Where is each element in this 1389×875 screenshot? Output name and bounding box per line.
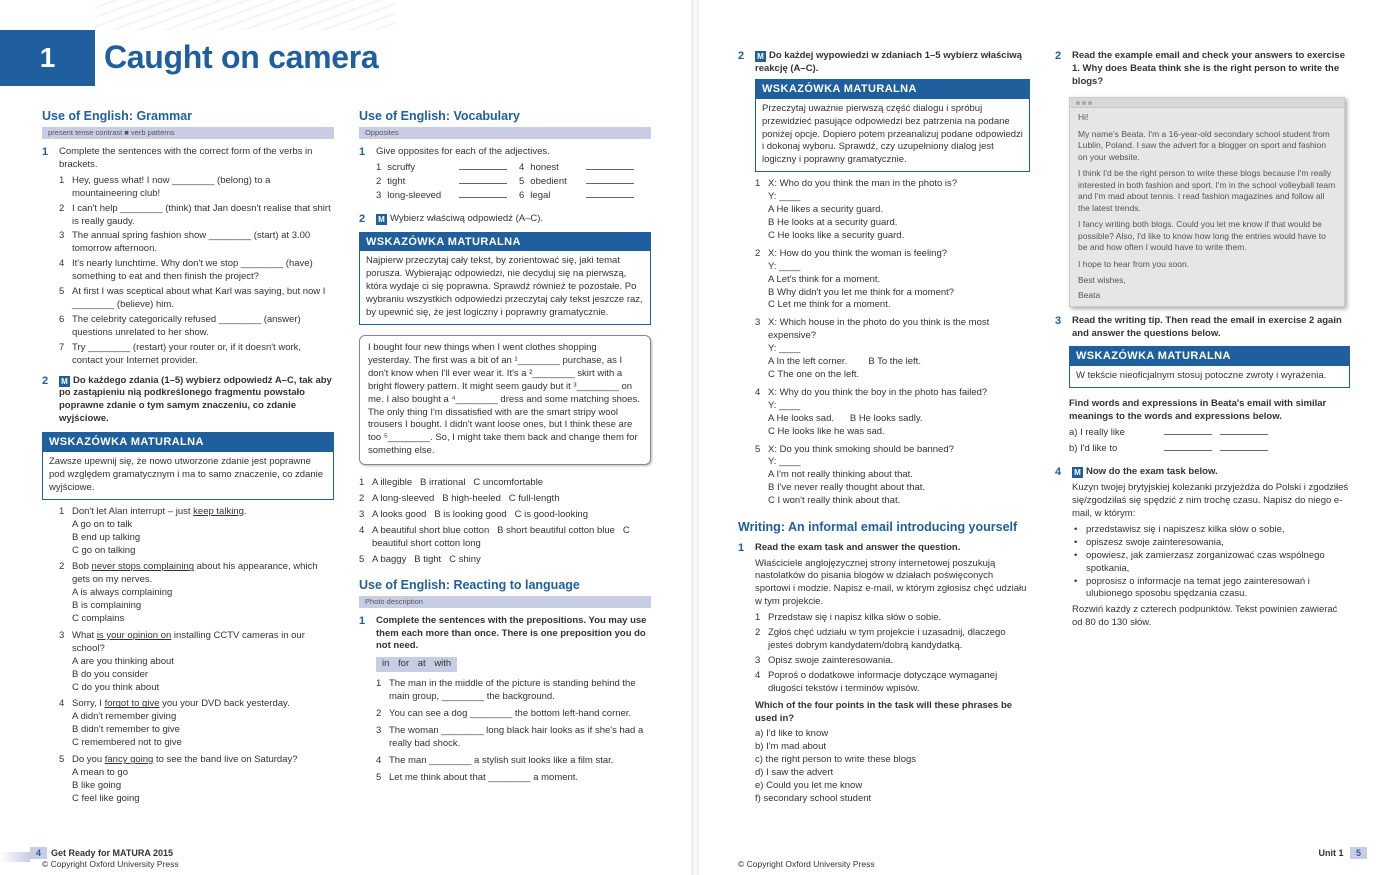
answer-option: A I'm not really thinking about that. [768,469,913,481]
list-item [755,627,1030,653]
vocab-tip-box [359,232,651,325]
item-text: The man in the middle of the picture is standing behind the main group, ________ the background. [389,678,636,703]
answer-option: C The one on the left. [768,368,860,380]
item-number: 5 [376,771,382,783]
item-text: Poproś o dodatkowe informacje dotyczące wymaganej długości tekstów i terminów wpisów. [768,669,998,694]
adjective: honest [530,161,559,173]
tip-heading: WSKAZÓWKA MATURALNA [43,433,333,452]
task-bullet: • opiszesz swoje zainteresowania, [1072,537,1350,550]
adjective-row [376,190,651,203]
email-paragraph: I hope to hear from you soon. [1078,259,1190,270]
question-item [59,561,334,626]
answer-row [359,554,651,567]
email-column [1055,50,1350,89]
find-phrase: a) I really like [1069,427,1125,439]
task-bullet: • poprosisz o informacje na temat jego zainteresowań i ulubionego sposobu spędzania czasu. [1072,576,1350,602]
email-titlebar [1070,98,1344,108]
item-text: Try ________ (restart) your router or, if it doesn't work, contact your Internet provider. [72,341,302,366]
answer-option: C I won't really think about that. [768,495,901,507]
dialog-items [738,178,1030,508]
dialog-reply-blank: Y: ____ [768,191,801,203]
writing-exercise-1 [738,542,1030,806]
exercise-instruction: Do każdej wypowiedzi w zdaniach 1–5 wybierz właściwą reakcję (A–C). [755,50,1022,74]
item-number: 3 [376,189,382,201]
answer-option: A In the left corner. B To the left. [768,356,921,368]
tip-body: W tekście nieoficjalnym stosuj potoczne zwroty i wyrażenia. [1076,369,1327,381]
dialog-item [755,317,1030,382]
item-number: 4 [755,386,761,398]
task-bullet: • przedstawisz się i napiszesz kilka słów o sobie, [1072,524,1350,537]
exercise-number: 3 [1055,315,1062,327]
grammar-questions [42,506,334,806]
question-item [59,754,334,806]
reacting-subbar: Photo description [359,596,651,608]
item-number: 4 [59,698,65,710]
answer-row [359,509,651,522]
phrase: a) I'd like to know [755,728,829,740]
list-item [59,314,334,340]
question-sentence [72,561,334,587]
matura-badge: M [1072,467,1083,478]
vocabulary-subbar: Opposites [359,127,651,139]
underlined-phrase: never stops complaining [91,561,194,573]
email-body [1070,108,1344,310]
answer-option: C He looks like he was sad. [768,425,885,437]
item-number: 2 [59,202,65,214]
item-number: 3 [59,629,65,641]
page-arrow-decoration [0,852,30,862]
item-number: 7 [59,341,65,353]
answer-option: B do you consider [72,668,149,680]
find-items [1055,427,1350,456]
phrase: b) I'm mad about [755,741,826,753]
answer-row [359,493,651,506]
item-number: 2 [755,627,761,639]
sentence-end: to see the band live on Saturday? [153,754,298,766]
question-sentence [72,698,334,711]
example-email-window [1069,97,1345,307]
sentence-start: What [72,629,97,641]
email-paragraph: Best wishes, [1078,274,1126,285]
item-text: Przedstaw się i napisz kilka słów o sobie. [768,612,942,624]
find-row [1069,427,1350,440]
phrase: c) the right person to write these blogs [755,754,917,766]
grammar-column [42,108,334,806]
exercise-number: 1 [738,541,745,554]
question-sentence [72,754,334,767]
adjective: obedient [530,175,567,187]
item-number: 1 [359,477,365,489]
item-text: Zgłoś chęć udziału w tym projekcie i uzasadnij, dlaczego jesteś dobrym kandydatem/dobrą kandydatką. [768,627,1006,652]
item-number: 2 [59,561,65,573]
answer-option: C He looks like a security guard. [768,229,905,241]
list-item [376,725,651,751]
answer-blank [1164,427,1212,435]
dialog-reply-blank: Y: ____ [768,399,801,411]
adjective-cell [376,162,519,175]
exercise-instruction: Wybierz właściwą odpowiedź (A–C). [390,212,544,224]
sentence-end: installing CCTV cameras in our school? [72,629,305,654]
left-footer [30,847,173,859]
find-phrase: b) I'd like to [1069,443,1118,455]
unit-label: Unit 1 [1318,847,1344,858]
underlined-phrase: keep talking [193,505,244,517]
grammar-ex1-items [59,175,334,368]
exam-task-text: Właściciele anglojęzycznej strony internetowej poszukują nastolatków do pisania blogów w działach poświęconych sportowi i modzie. Napisz e-mail, w którym zgłosisz chęć udziału w tym projekcie. [755,557,1027,608]
question-sentence [72,506,334,519]
answer-options: A long-sleeved B high-heeled C full-length [372,493,560,505]
exercise-number: 1 [359,614,366,627]
exam-task-text: Kuzyn twojej brytyjskiej koleżanki przyjeżdża do Polski i zgodziłeś się/zgodziłaś się spędzić z nim trochę czasu. Napisz do niego e-mail, w którym: [1072,482,1349,520]
writing-heading: Writing: An informal email introducing yourself [738,520,1018,535]
dialog-question: X: Do you think smoking should be banned? [768,443,954,455]
exercise-instruction: Read the example email and check your answers to exercise 1. Why does Beata think she is the right person to write the blogs? [1072,50,1345,87]
question-item [59,506,334,558]
matura-badge: M [755,51,766,62]
exercise-number: 1 [359,146,366,158]
email-column-lower [1055,315,1350,630]
adjective-cell [519,162,634,175]
item-number: 2 [376,708,382,720]
page-number: 5 [1350,847,1367,859]
tip-body: Najpierw przeczytaj cały tekst, by zorientować się, jaki temat porusza. Wybierając odpowiedzi, nie decyduj się na pierwszą, która wydaje ci się poprawna. Sprawdź również te pozostałe. Po wybraniu wszystkich odpowiedzi przeczytaj cały tekst jeszcze raz, by upewnić się, że jest logiczny i poprawny gramatycznie. [366,255,643,319]
answer-option: B end up talking [72,531,141,543]
item-number: 6 [59,313,65,325]
exercise-instruction: Complete the sentences with the prepositions. You may use them each more than once. There is one preposition you do not need. [376,614,647,652]
dialog-question: X: Why do you think the boy in the photo has failed? [768,386,988,398]
dialog-item [755,444,1030,509]
left-copyright: © Copyright Oxford University Press [42,859,179,870]
grammar-exercise-1 [42,146,334,368]
answer-blank [586,162,634,170]
book-title: Get Ready for MATURA 2015 [51,847,174,858]
dialog-item [755,387,1030,439]
item-text: At first I was sceptical about what Karl was saying, but now I ________ (believe) him. [72,286,326,310]
exercise-instruction: Do każdego zdania (1–5) wybierz odpowiedź A–C, tak aby po zastąpieniu nią podkreślonego fragmentu powstało poprawne zdanie o tym samym znaczeniu, co zdanie wyjściowe. [59,374,332,425]
item-number: 5 [59,754,65,766]
vocab-answer-options [359,477,651,566]
item-number: 3 [59,230,65,242]
item-text: Opisz swoje zainteresowania. [768,654,894,666]
sentence-end: about his appearance, which gets on my nerves. [72,561,318,586]
answer-options: A illegible B irrational C uncomfortable [372,477,544,489]
item-number: 6 [519,189,525,201]
answer-option: A go on to talk [72,518,133,530]
answer-blank [459,162,507,170]
adjective-row [376,162,651,175]
item-number: 1 [755,178,761,190]
dialog-question: X: Who do you think the man in the photo is? [768,178,958,190]
exercise-number: 2 [42,374,49,387]
item-number: 2 [755,247,761,259]
grammar-subbar: present tense contrast ■ verb patterns [42,127,334,139]
exercise-number: 1 [42,146,49,158]
answer-blank [1220,427,1268,435]
dialog-column [738,50,1030,806]
answer-option: A is always complaining [72,587,173,599]
answer-row [359,525,651,551]
writing-tip-box [1069,346,1350,388]
answer-option: C feel like going [72,792,140,804]
email-paragraph: My name's Beata. I'm a 16-year-old secondary school student from Lublin, Poland. I saw the advert for a blogger on sport and fashion on your website. [1078,128,1330,162]
answer-option: A didn't remember giving [72,711,177,723]
dialog-reply-blank: Y: ____ [768,456,801,468]
dialog-tip-box [755,79,1030,172]
grammar-exercise-2 [42,375,334,427]
sentence-end: . [243,505,247,517]
sentence-start: Bob [72,561,92,573]
dialog-item [755,248,1030,313]
reacting-items [359,678,651,784]
answer-options: A looks good B is looking good C is good-looking [372,508,588,520]
dialog-reply-blank: Y: ____ [768,343,801,355]
list-item [755,670,1030,696]
item-text: Hey, guess what! I now ________ (belong) to a mountaineering club! [72,174,271,199]
find-row [1069,443,1350,456]
item-number: 3 [376,724,382,736]
reacting-exercise-1 [359,615,651,654]
dialog-exercise [738,50,1030,76]
answer-option: B Why didn't you let me think for a moment? [768,286,955,298]
answer-options: A baggy B tight C shiny [372,553,481,565]
dialog-question: X: Which house in the photo do you think is the most expensive? [768,317,990,342]
exercise-instruction: Give opposites for each of the adjectives. [376,146,550,157]
adjective: scruffy [387,161,416,173]
left-page [0,0,693,875]
chapter-banner [0,30,388,86]
right-page [697,0,1389,875]
adjective-cell [519,190,634,203]
right-copyright: © Copyright Oxford University Press [738,859,875,870]
item-number: 1 [376,161,382,173]
phrase: f) secondary school student [755,792,872,804]
story-text-box: I bought four new things when I went clothes shopping yesterday. The first was a bit of an ¹________ purchase, as I don't know when I'll ever wear it. It's a ²________ skirt with a bright flowery pattern. It might seem gaudy but it ³________ on me. I also bought a ⁴________ dress and some matching shoes. The only thing I'm dissatisfied with are the smart stripy wool trousers I bought. I didn't want loose ones, but I think these are too ⁵________. So, I might take them back and change them for something else. [359,335,651,465]
dialog-question: X: How do you think the woman is feeling? [768,247,948,259]
item-text: Let me think about that ________ a moment. [389,771,579,783]
dialog-reply-blank: Y: ____ [768,260,801,272]
item-number: 3 [755,317,761,329]
underlined-phrase: fancy going [104,754,154,766]
find-instruction: Find words and expressions in Beata's email with similar meanings to the words and expressions below. [1069,397,1327,422]
email-exercise-3 [1055,315,1350,341]
tip-heading: WSKAZÓWKA MATURALNA [1070,347,1349,366]
vocab-exercise-2 [359,213,651,226]
answer-option: B didn't remember to give [72,724,180,736]
item-number: 4 [755,669,761,681]
answer-blank [459,176,507,184]
page-number: 4 [30,847,47,859]
exercise-number: 2 [738,50,745,62]
exercise-number: 2 [1055,50,1062,62]
answer-option: A He likes a security guard. [768,204,884,216]
answer-option: B like going [72,779,122,791]
sentence-start: Sorry, I [72,698,105,710]
answer-blank [1164,443,1212,451]
adjective: tight [387,175,406,187]
item-number: 5 [755,443,761,455]
task-final-note: Rozwiń każdy z czterech podpunktów. Tekst powinien zawierać od 80 do 130 słów. [1072,604,1338,629]
answer-option: C do you think about [72,681,160,693]
answer-option: C Let me think for a moment. [768,299,891,311]
chapter-title: Caught on camera [104,39,379,75]
answer-option: C complains [72,613,125,625]
phrase-list [755,728,1030,805]
sentence-start: Do you [72,754,105,766]
tip-heading: WSKAZÓWKA MATURALNA [756,80,1029,99]
email-paragraph: I think I'd be the right person to write these blogs because I'm really interested in both fashion and sport. I'm in the school volleyball team and I'm mad about tennis. I read fashion magazines and follow all the latest trends. [1078,168,1336,213]
list-item [59,203,334,229]
item-number: 3 [359,508,365,520]
adjective-cell [376,176,519,189]
list-item [376,772,651,785]
vocabulary-column [359,108,651,785]
answer-options: A beautiful short blue cotton B short beautiful cotton blue C beautiful short cotton long [372,524,633,549]
exercise-instruction: Complete the sentences with the correct form of the verbs in brackets. [59,146,313,170]
answer-option: A Let's think for a moment. [768,273,881,285]
list-item [755,612,1030,625]
exercise-number: 2 [359,212,366,225]
adjective-cell [376,190,519,203]
item-number: 1 [59,174,65,186]
answer-option: C go on talking [72,544,136,556]
item-number: 2 [376,175,382,187]
item-text: The woman ________ long black hair looks as if she's had a really bad shock. [389,724,644,749]
header-decoration [95,0,395,30]
question-item [59,698,334,750]
phrase: d) I saw the advert [755,767,834,779]
answer-option: A mean to go [72,767,128,779]
tip-heading: WSKAZÓWKA MATURALNA [360,233,650,252]
answer-option: B I've never really thought about that. [768,482,926,494]
exercise-instruction: Read the exam task and answer the question. [755,541,961,553]
list-item [59,342,334,368]
list-item [59,286,334,312]
list-item [59,258,334,284]
vocabulary-heading: Use of English: Vocabulary [359,109,520,123]
email-paragraph: Hi! [1078,112,1089,122]
email-exercise-2 [1055,50,1350,89]
adjective: legal [530,189,551,201]
item-text: You can see a dog ________ the bottom left-hand corner. [389,708,632,720]
item-number: 3 [755,654,761,666]
phrase-question: Which of the four points in the task will these phrases be used in? [755,699,1013,724]
answer-option: A are you thinking about [72,655,174,667]
item-number: 4 [59,258,65,270]
answer-option: B is complaining [72,600,142,612]
matura-badge: M [376,214,387,225]
item-number: 4 [359,524,365,536]
sentence-end: you your DVD back yesterday. [159,698,290,710]
item-number: 2 [359,493,365,505]
task-bullet: • opowiesz, jak zamierzasz zorganizować czas wspólnego spotkania, [1072,550,1350,576]
sentence-start: Don't let Alan interrupt – just [72,505,194,517]
reacting-heading: Use of English: Reacting to language [359,577,580,592]
answer-blank [586,176,634,184]
underlined-phrase: is your opinion on [96,629,172,641]
answer-option: C remembered not to give [72,737,182,749]
answer-option: A He looks sad. B He looks sadly. [768,412,923,424]
item-number: 4 [519,161,525,173]
underlined-phrase: forgot to give [104,698,160,710]
adjective: long-sleeved [387,189,442,201]
exercise-number: 4 [1055,466,1062,479]
item-number: 4 [376,754,382,766]
grammar-tip-box [42,432,334,500]
answer-blank [459,190,507,198]
email-paragraph: Beata [1078,290,1101,301]
dialog-item [755,178,1030,243]
adjective-cell [519,176,634,189]
item-number: 1 [755,612,761,624]
vocab-exercise-1 [359,146,651,203]
list-item [376,708,651,721]
item-number: 5 [59,286,65,298]
item-number: 1 [59,505,65,517]
adjective-grid [376,162,651,203]
preposition-box: in for at with [376,657,457,672]
item-text: The annual spring fashion show ________ (start) at 3.00 tomorrow afternoon. [72,230,311,255]
answer-blank [586,190,634,198]
exam-exercise-4 [1055,466,1350,630]
list-item [376,755,651,768]
task-bullets [1072,524,1350,601]
question-sentence [72,630,334,656]
answer-option: B He looks at a security guard. [768,217,898,229]
answer-blank [1220,443,1268,451]
exercise-instruction: Now do the exam task below. [1086,466,1218,478]
item-text: The man ________ a stylish suit looks like a film star. [389,754,614,766]
task-points [755,612,1030,695]
matura-badge: M [59,376,70,387]
adjective-row [376,176,651,189]
list-item [376,678,651,704]
tip-body: Zawsze upewnij się, że nowo utworzone zdanie jest poprawne pod względem gramatycznym i ma to samo znaczenie, co zdanie wyjściowe. [49,456,324,493]
tip-body: Przeczytaj uważnie pierwszą część dialogu i spróbuj przewidzieć pasujące odpowiedzi bez patrzenia na podane poniżej opcje. Dopiero potem przeanalizuj podane odpowiedzi i dokonaj wyboru. Sprawdź, czy uzupełniony dialog jest logiczny i poprawny gramatycznie. [762,102,1023,166]
right-footer [1318,847,1367,859]
item-number: 1 [376,678,382,690]
item-number: 5 [359,553,365,565]
list-item [755,655,1030,668]
chapter-number: 1 [0,30,95,86]
item-text: I can't help ________ (think) that Jan doesn't realise that shirt is really gaudy. [72,202,331,227]
item-text: The celebrity categorically refused ________ (answer) questions unrelated to her show. [72,313,301,338]
phrase: e) Could you let me know [755,780,863,792]
item-number: 5 [519,175,525,187]
grammar-heading: Use of English: Grammar [42,109,193,123]
list-item [59,175,334,201]
exercise-instruction: Read the writing tip. Then read the email in exercise 2 again and answer the questions below. [1072,315,1342,339]
item-text: It's nearly lunchtime. Why don't we stop ________ (have) something to eat and then finish the project? [72,258,313,283]
email-paragraph: I fancy writing both blogs. Could you let me know if that would be possible? Also, I'd like to know how long the entries would have to be and how often I would have to write them. [1078,219,1326,253]
question-item [59,630,334,695]
list-item [59,230,334,256]
answer-row [359,477,651,490]
